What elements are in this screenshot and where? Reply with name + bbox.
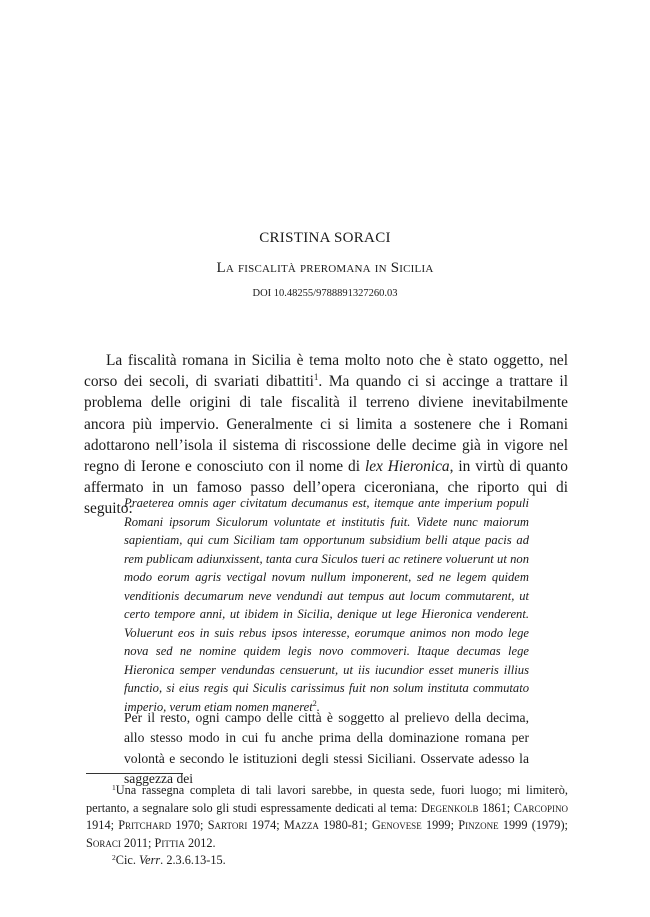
footnote-1 <box>86 782 568 852</box>
footnote-1-number: 1 <box>112 783 116 792</box>
reference-year: 1999 (1979); <box>498 818 568 833</box>
translation-text: Per il resto, ogni campo delle città è soggetto al prelievo della decima, allo stesso modo in cui fu anche prima della dominazione romana per volontà e secondo le istituzioni degli stessi Siciliani. Osservate adesso la saggezza dei <box>124 710 529 787</box>
reference-author: Soraci <box>86 835 121 850</box>
quote-end: . <box>316 699 320 714</box>
reference-author: Pittia <box>154 835 185 850</box>
reference-author: Degenkolb <box>421 800 479 815</box>
paragraph-1-text-a: La fiscalità romana in Sicilia è tema molto noto che è stato oggetto, nel corso dei secoli, di svariati dibattiti <box>84 352 568 391</box>
reference-author: Pritchard <box>118 818 172 833</box>
reference-year: 2011; <box>120 835 155 850</box>
footnote-2-italic: Verr <box>138 853 161 868</box>
footnote-2-pre: Cic. <box>115 853 139 868</box>
reference-year: 1970; <box>171 818 208 833</box>
reference-author: Carcopino <box>513 800 568 815</box>
reference-year: 1974; <box>247 818 284 833</box>
translation-paragraph <box>124 708 529 790</box>
doi-line: DOI 10.48255/9788891327260.03 <box>252 288 398 299</box>
paragraph-1-text-b: . Ma quando ci si accinge a trattare il problema delle origini di tale fiscalità il terreno diviene inevitabilmente ancora più impervio. Generalmente ci si limita a sostenere che i Romani adottarono nell’isola il sistema di riscossione delle decime già in vigore nel regno di Ierone e conosciuto con il nome di <box>84 373 568 476</box>
footnotes <box>86 782 568 870</box>
lex-hieronica-italic: lex Hieronica <box>364 458 450 476</box>
block-quote <box>124 494 529 716</box>
quote-text: Praeterea omnis ager civitatum decumanus est, itemque ante imperium populi Romani ipsorum Siculorum voluntate et institutis fuit. Videte nunc maiorum sapientiam, qui cum Siciliam tam opportunum subsidium belli atque pacis ad rem publicam adiunxissent, tanta cura Siculos tueri ac retinere voluerunt ut non modo eorum agris vectigal novum nullum imponerent, sed ne legem quidem venditionis decumarum neve vendundi aut tempus aut locum commutarent, ut certo tempore anni, ut ibidem in Sicilia, denique ut lege Hieronica venderent. Voluerunt eos in suis rebus ipsos interesse, eorumque animos non modo lege nova sed ne nomine quidem legis novo commoveri. Itaque decumas lege Hieronica semper vendundas censuerunt, ut iis iucundior esset muneris illius functio, si eius regis qui Siculis carissimus fuit non solum instituta commutato imperio, verum etiam nomen maneret <box>124 496 529 714</box>
reference-year: 2012. <box>184 835 216 850</box>
paragraph-1-text-c: , in virtù di quanto affermato in un famoso passo dell’opera ciceroniana, che riporto qui di seguito: <box>84 458 568 518</box>
footnote-separator <box>86 773 183 774</box>
footnote-ref-2[interactable]: 2 <box>312 698 317 708</box>
reference-author: Pinzone <box>458 818 499 833</box>
chapter-title: La fiscalità preromana in Sicilia <box>216 260 434 276</box>
reference-year: 1980-81; <box>318 818 372 833</box>
reference-author: Sartori <box>207 818 248 833</box>
footnote-2-post: . 2.3.6.13-15. <box>160 853 226 868</box>
footnote-ref-1[interactable]: 1 <box>313 372 319 383</box>
reference-year: 1999; <box>421 818 459 833</box>
reference-author: Mazza <box>283 818 319 833</box>
reference-year: 1861; <box>478 800 514 815</box>
author-name: CRISTINA SORACI <box>259 230 391 246</box>
reference-author: Genovese <box>371 818 422 833</box>
reference-year: 1914; <box>86 818 119 833</box>
footnote-1-text: Una rassegna completa di tali lavori sarebbe, in questa sede, fuori luogo; mi limiterò, pertanto, a segnalare solo gli studi espressamente dedicati al tema: <box>86 783 568 815</box>
footnote-2 <box>86 852 568 870</box>
footnote-2-number: 2 <box>112 853 116 863</box>
